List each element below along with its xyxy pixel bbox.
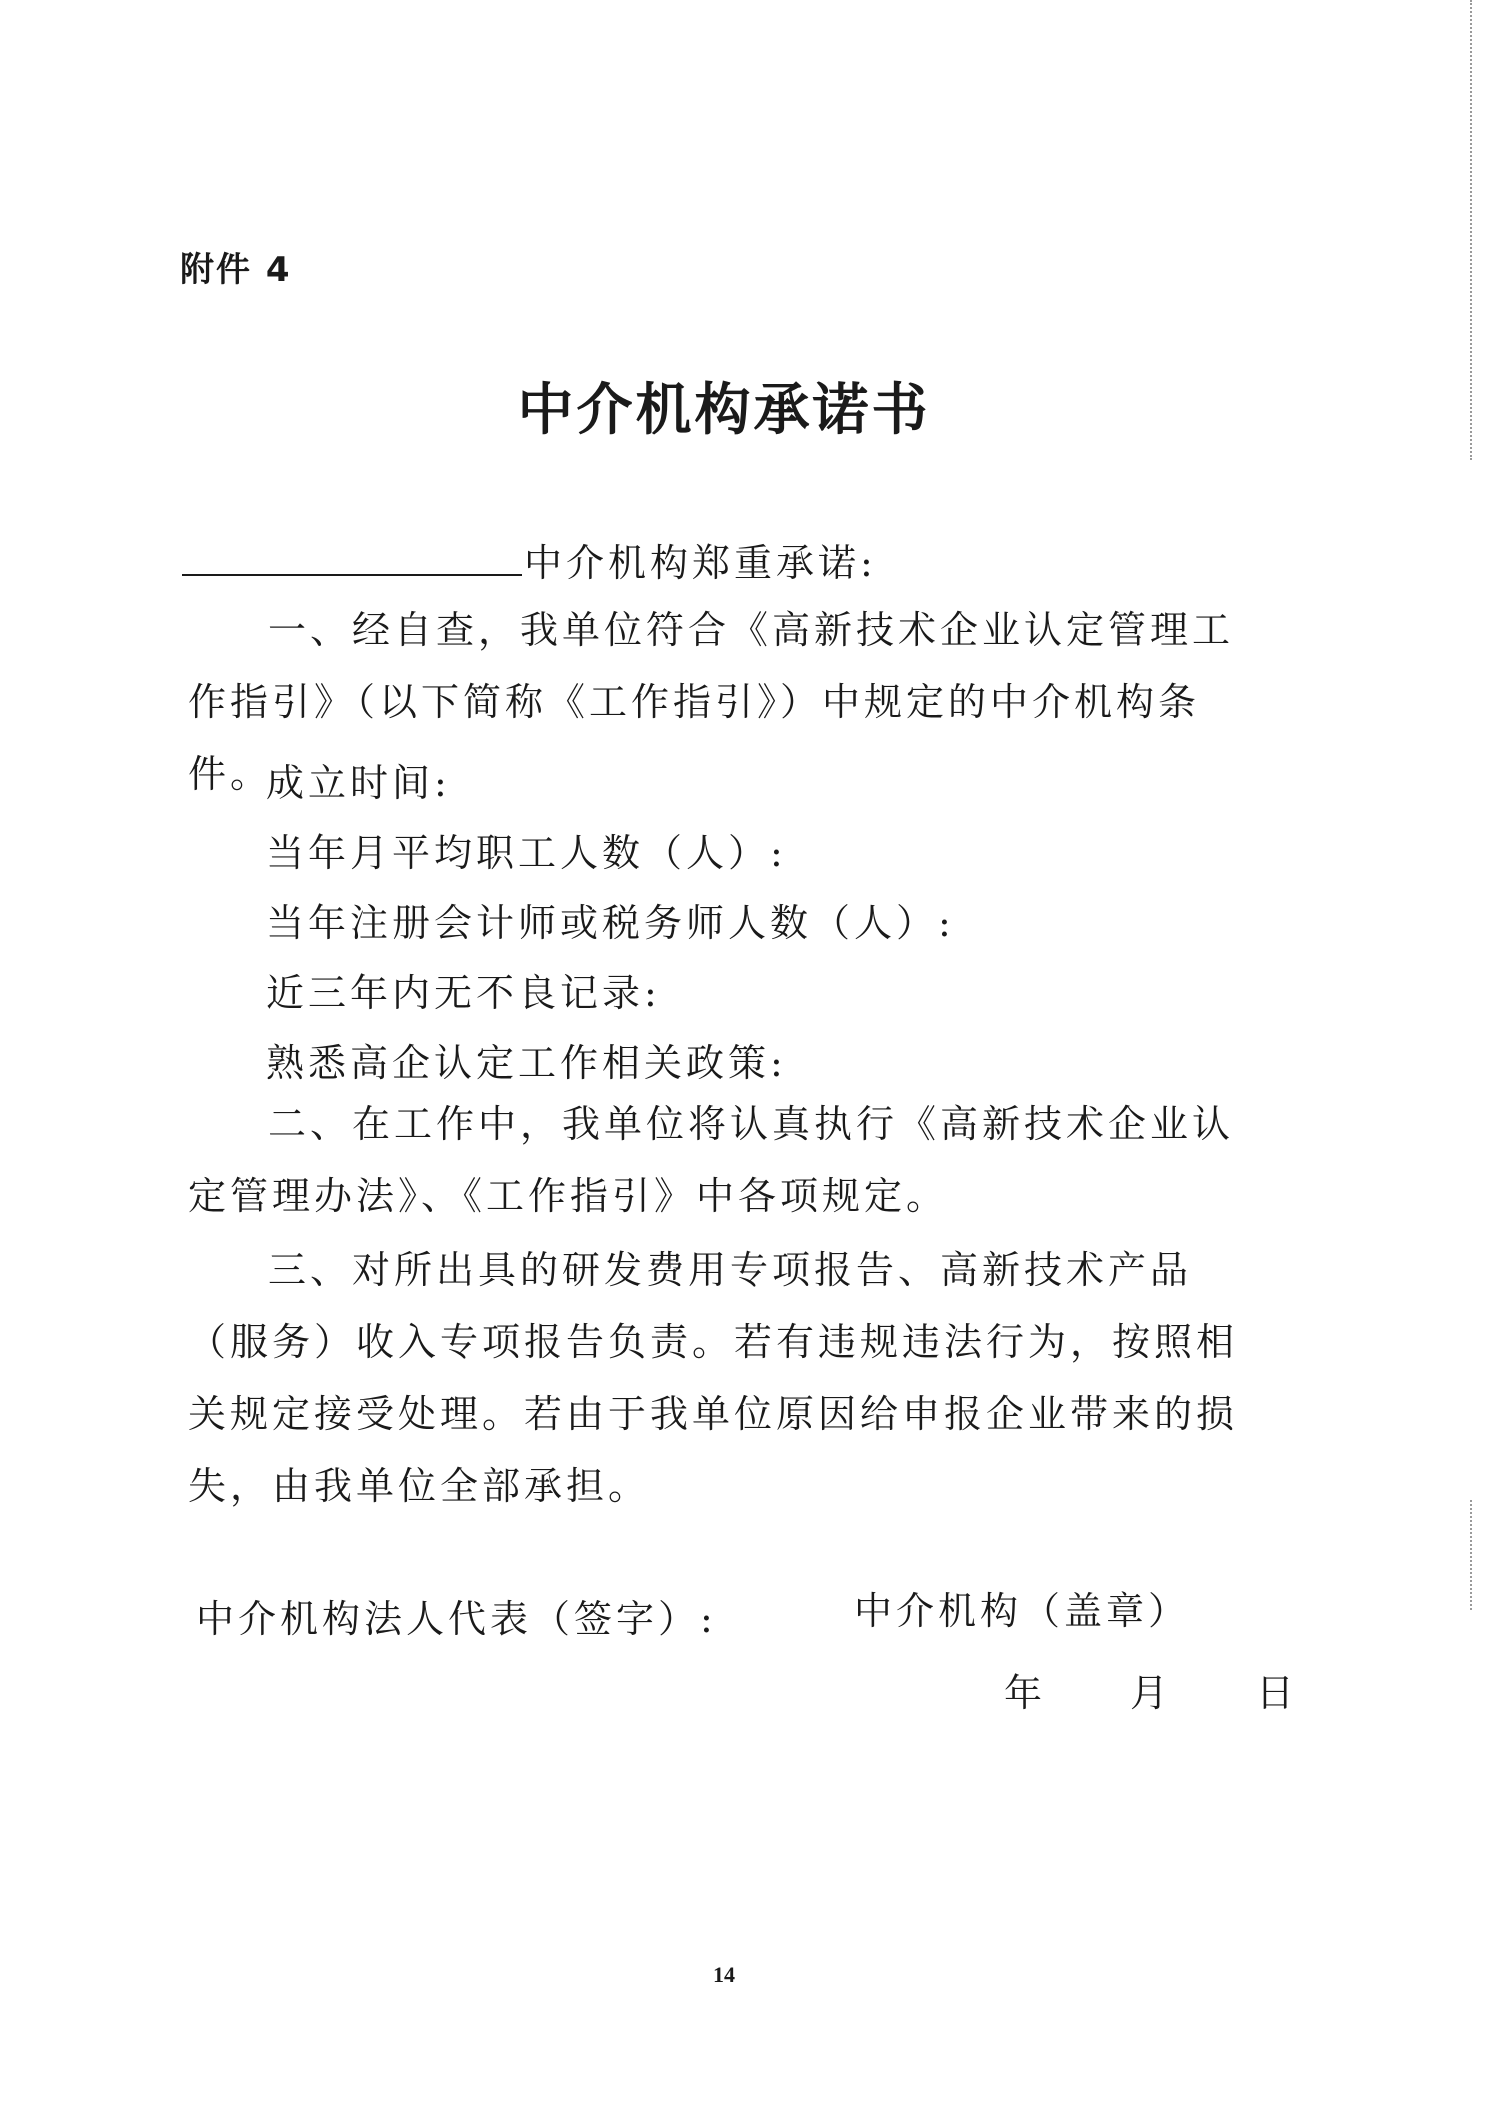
commitment-intro: 中介机构郑重承诺: bbox=[524, 541, 877, 585]
clause-two: 二、在工作中，我单位将认真执行《高新技术企业认定管理办法》、《工作指引》中各项规定。 bbox=[188, 1102, 1235, 1218]
field-accountants-count: 当年注册会计师或税务师人数（人）: bbox=[266, 901, 955, 945]
document-title: 中介机构承诺书 bbox=[517, 378, 931, 443]
scan-edge-mark bbox=[1470, 0, 1472, 460]
scan-edge-mark bbox=[1470, 1500, 1472, 1610]
clause-one: 一、经自查，我单位符合《高新技术企业认定管理工作指引》（以下简称《工作指引》）中规定的中介机构条件。 bbox=[188, 608, 1235, 796]
field-policy-familiarity: 熟悉高企认定工作相关政策: bbox=[266, 1041, 787, 1085]
signature-date: 年 月 日 bbox=[1004, 1671, 1299, 1715]
attachment-label: 附件 4 bbox=[180, 250, 292, 290]
clause-three: 三、对所出具的研发费用专项报告、高新技术产品（服务）收入专项报告负责。若有违规违法行为，按照相关规定接受处理。若由于我单位原因给申报企业带来的损失，由我单位全部承担。 bbox=[188, 1248, 1239, 1508]
organization-name-blank bbox=[182, 574, 522, 576]
field-no-bad-record: 近三年内无不良记录: bbox=[266, 971, 661, 1015]
field-average-employees: 当年月平均职工人数（人）: bbox=[266, 831, 787, 875]
legal-representative-signature: 中介机构法人代表（签字）: bbox=[196, 1597, 717, 1641]
field-established-date: 成立时间: bbox=[266, 761, 451, 805]
organization-seal: 中介机构（盖章） bbox=[854, 1589, 1191, 1633]
page-number: 14 bbox=[713, 1962, 735, 1987]
